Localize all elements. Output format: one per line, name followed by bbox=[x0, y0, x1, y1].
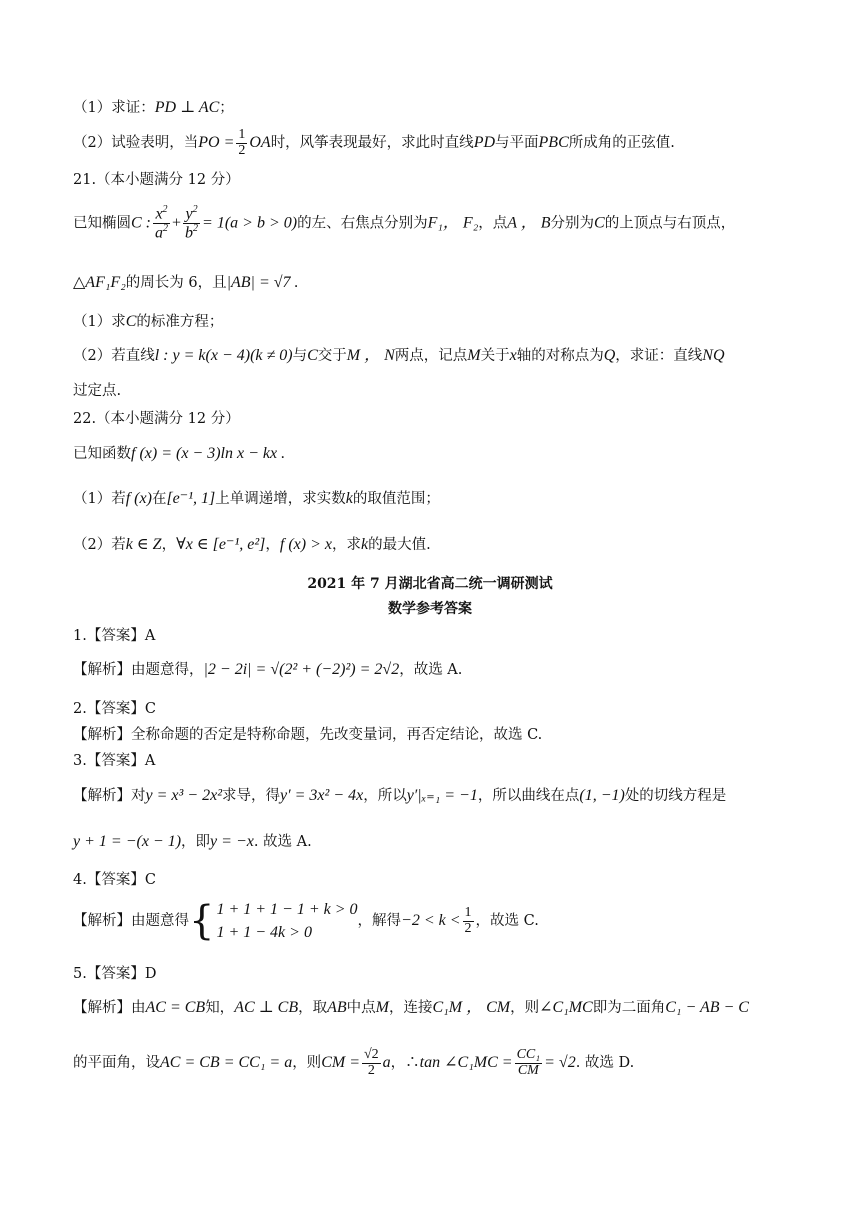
math: y′|ₓ₌₁ = −1 bbox=[406, 787, 478, 804]
text: ， bbox=[265, 537, 280, 553]
math: CM = bbox=[321, 1054, 360, 1072]
math: |AB| = √7 . bbox=[226, 274, 299, 291]
text: ，所以 bbox=[363, 788, 407, 804]
text: 的上顶点与右顶点， bbox=[604, 215, 736, 232]
text: 已知函数 bbox=[73, 446, 131, 462]
fraction-denominator: 2 bbox=[238, 142, 246, 158]
equation-system bbox=[216, 898, 357, 944]
math: ∠C₁MC bbox=[539, 999, 593, 1016]
text: 的取值范围； bbox=[352, 491, 440, 507]
math: AC = CB bbox=[145, 999, 206, 1016]
text: 上单调递增，求实数 bbox=[215, 491, 346, 507]
math: k ∈ Z bbox=[125, 536, 162, 553]
answer-5-explanation-2 bbox=[73, 1048, 800, 1078]
math: −2 < k < bbox=[401, 912, 461, 930]
answer-4: 4.【答案】C bbox=[73, 872, 156, 888]
fraction-denominator: 2 bbox=[464, 920, 472, 936]
math: M ， N bbox=[346, 347, 395, 364]
answer-3: 3.【答案】A bbox=[73, 753, 156, 769]
answers-title: 2021 年 7 月湖北省高二统一调研测试 bbox=[307, 576, 553, 592]
text: ，即 bbox=[181, 834, 211, 850]
math: AC = CB = CC₁ = a bbox=[160, 1054, 293, 1072]
math: M bbox=[467, 347, 481, 364]
answer-2: 2.【答案】C bbox=[73, 701, 156, 717]
fraction-numerator: √2 bbox=[363, 1047, 379, 1062]
q20-part2 bbox=[73, 128, 800, 158]
math: AB bbox=[327, 999, 347, 1016]
text: ，则 bbox=[292, 1055, 322, 1072]
math: PBC bbox=[538, 134, 569, 152]
math: PD ⊥ AC bbox=[154, 99, 220, 116]
math: l : y = k(x − 4)(k ≠ 0) bbox=[154, 347, 293, 364]
answer-4-explanation bbox=[73, 898, 800, 944]
text: . 故选 A. bbox=[253, 834, 312, 850]
q21-part2-tail: 过定点. bbox=[73, 383, 122, 399]
answer-3-explanation-2 bbox=[73, 832, 800, 852]
math: A ， B bbox=[507, 214, 551, 232]
text: 知， bbox=[205, 1000, 235, 1016]
text: 即为二面角 bbox=[592, 1000, 666, 1016]
q21-header: 21.（本小题满分 12 分） bbox=[73, 172, 240, 188]
fraction bbox=[236, 128, 247, 158]
fraction-sqrt2-over-2 bbox=[362, 1048, 381, 1078]
answer-5: 5.【答案】D bbox=[73, 966, 157, 982]
math: AC ⊥ CB bbox=[234, 999, 299, 1016]
text: 的左、右焦点分别为 bbox=[297, 215, 428, 232]
text: 的平面角，设 bbox=[73, 1055, 160, 1072]
q22-header: 22.（本小题满分 12 分） bbox=[73, 411, 240, 427]
math: F₁， F₂ bbox=[427, 214, 479, 232]
text: ，故选 A. bbox=[399, 662, 463, 678]
math: y + 1 = −(x − 1) bbox=[73, 833, 182, 850]
text: ； bbox=[219, 100, 234, 116]
text: （2）若 bbox=[73, 537, 126, 553]
math: NQ bbox=[702, 347, 725, 364]
text: （2）试验表明，当 bbox=[73, 135, 199, 152]
fraction-numerator: CC₁ bbox=[516, 1047, 541, 1062]
math: C : bbox=[131, 214, 151, 232]
math: f (x) bbox=[125, 490, 152, 507]
math: C₁ − AB − C bbox=[665, 999, 749, 1016]
text: ，所以曲线在点 bbox=[477, 788, 580, 804]
fraction-numerator: 1 bbox=[238, 127, 246, 142]
fraction bbox=[463, 906, 474, 936]
q22-part1 bbox=[73, 489, 800, 509]
text: 求导，得 bbox=[222, 788, 280, 804]
text: 关于 bbox=[480, 348, 510, 364]
equation-1: 1 + 1 + 1 − 1 + k > 0 bbox=[216, 901, 358, 918]
math: M bbox=[375, 999, 389, 1016]
left-brace: { bbox=[189, 898, 215, 945]
q20-part1 bbox=[73, 98, 800, 118]
q21-part1 bbox=[73, 312, 800, 332]
text: 交于 bbox=[317, 348, 347, 364]
math: = 1(a > b > 0) bbox=[202, 214, 298, 232]
text: （2）若直线 bbox=[73, 348, 155, 364]
q21-line1: 已知椭圆C : $\frac{x^2}{a^2}$ + $\frac{y^2}{b^2}$ = 1(a > b > 0)的左、右焦点分别为F₁， F₂，点A ， B分别为C的上顶点与右顶点， bbox=[73, 204, 736, 242]
text: 已知椭圆 bbox=[73, 215, 131, 232]
math: k bbox=[345, 490, 353, 507]
answer-2-explanation: 【解析】全称命题的否定是特称命题，先改变量词，再否定结论，故选 C. bbox=[73, 727, 543, 743]
math: |2 − 2i| = √(2² + (−2)²) = 2√2 bbox=[203, 661, 400, 678]
text: 【解析】由 bbox=[73, 1000, 146, 1016]
text: ，点 bbox=[478, 215, 508, 232]
text: 所成角的正弦值. bbox=[568, 135, 675, 152]
answers-subtitle: 数学参考答案 bbox=[388, 601, 472, 617]
text: 分别为 bbox=[550, 215, 595, 232]
fraction-cc1-over-cm bbox=[515, 1048, 543, 1078]
math: OA bbox=[249, 134, 271, 152]
text: 两点，记点 bbox=[394, 348, 468, 364]
math: a bbox=[382, 1054, 391, 1072]
answer-1-explanation bbox=[73, 660, 800, 680]
text: 【解析】由题意得， bbox=[73, 662, 204, 678]
text: 【解析】由题意得 bbox=[73, 913, 189, 930]
math: C bbox=[594, 214, 605, 232]
answer-1: 1.【答案】A bbox=[73, 628, 156, 644]
math: tan ∠C₁MC = bbox=[419, 1054, 513, 1072]
text: 的标准方程； bbox=[136, 314, 224, 330]
text: ， bbox=[161, 537, 177, 553]
fraction-numerator: 1 bbox=[464, 905, 472, 920]
text: . 故选 D. bbox=[575, 1055, 635, 1072]
text: ，取 bbox=[298, 1000, 328, 1016]
text: 在 bbox=[151, 491, 167, 507]
text: 中点 bbox=[346, 1000, 376, 1016]
math: x bbox=[509, 347, 517, 364]
q22-line1 bbox=[73, 444, 800, 464]
q21-part2 bbox=[73, 346, 800, 366]
math: k bbox=[360, 536, 369, 553]
text: 处的切线方程是 bbox=[624, 788, 727, 804]
math: PO = bbox=[198, 134, 235, 152]
fraction-denominator: 2 bbox=[367, 1062, 375, 1078]
text: ，∴ bbox=[390, 1055, 420, 1072]
text: ，故选 C. bbox=[475, 913, 539, 930]
text: （1）求 bbox=[73, 314, 126, 330]
text: （1）若 bbox=[73, 491, 126, 507]
text: 时，风筝表现最好，求此时直线 bbox=[270, 135, 474, 152]
math: y = −x bbox=[210, 833, 254, 850]
text: （1）求证： bbox=[73, 100, 155, 116]
math: C₁M ， CM bbox=[432, 999, 511, 1016]
math: C bbox=[125, 313, 137, 330]
equation-2: 1 + 1 − 4k > 0 bbox=[216, 924, 312, 942]
fraction-x2-a2: $\frac{x^2}{a^2}$ bbox=[155, 204, 168, 242]
q21-line2 bbox=[73, 273, 800, 293]
text: ，则 bbox=[510, 1000, 540, 1016]
math: y′ = 3x² − 4x bbox=[280, 787, 364, 804]
text: 与 bbox=[292, 348, 308, 364]
q22-part2 bbox=[73, 535, 800, 555]
text: 的最大值. bbox=[368, 537, 431, 553]
math: Q bbox=[603, 347, 616, 364]
math: y = x³ − 2x² bbox=[145, 787, 222, 804]
text: ，求证：直线 bbox=[615, 348, 703, 364]
text: ，连接 bbox=[389, 1000, 433, 1016]
math: = √2 bbox=[544, 1054, 576, 1072]
text: 【解析】对 bbox=[73, 788, 146, 804]
text: 轴的对称点为 bbox=[516, 348, 604, 364]
text: 的周长为 6，且 bbox=[125, 275, 227, 291]
math: △AF₁F₂ bbox=[73, 274, 126, 291]
math: f (x) > x bbox=[279, 536, 332, 553]
text: 与平面 bbox=[495, 135, 539, 152]
answer-5-explanation bbox=[73, 998, 800, 1018]
math: PD bbox=[473, 134, 496, 152]
fraction-denominator: CM bbox=[517, 1062, 539, 1078]
math: (1, −1) bbox=[579, 787, 625, 804]
math: f (x) = (x − 3)ln x − kx . bbox=[131, 445, 286, 462]
answer-3-explanation bbox=[73, 786, 800, 806]
math: ∀x ∈ [e⁻¹, e²] bbox=[176, 536, 266, 553]
text: ，解得 bbox=[357, 913, 402, 930]
fraction-y2-b2: $\frac{y^2}{b^2}$ bbox=[185, 204, 199, 242]
text: ，求 bbox=[331, 537, 361, 553]
math: C bbox=[307, 347, 318, 364]
math: [e⁻¹, 1] bbox=[166, 490, 216, 507]
